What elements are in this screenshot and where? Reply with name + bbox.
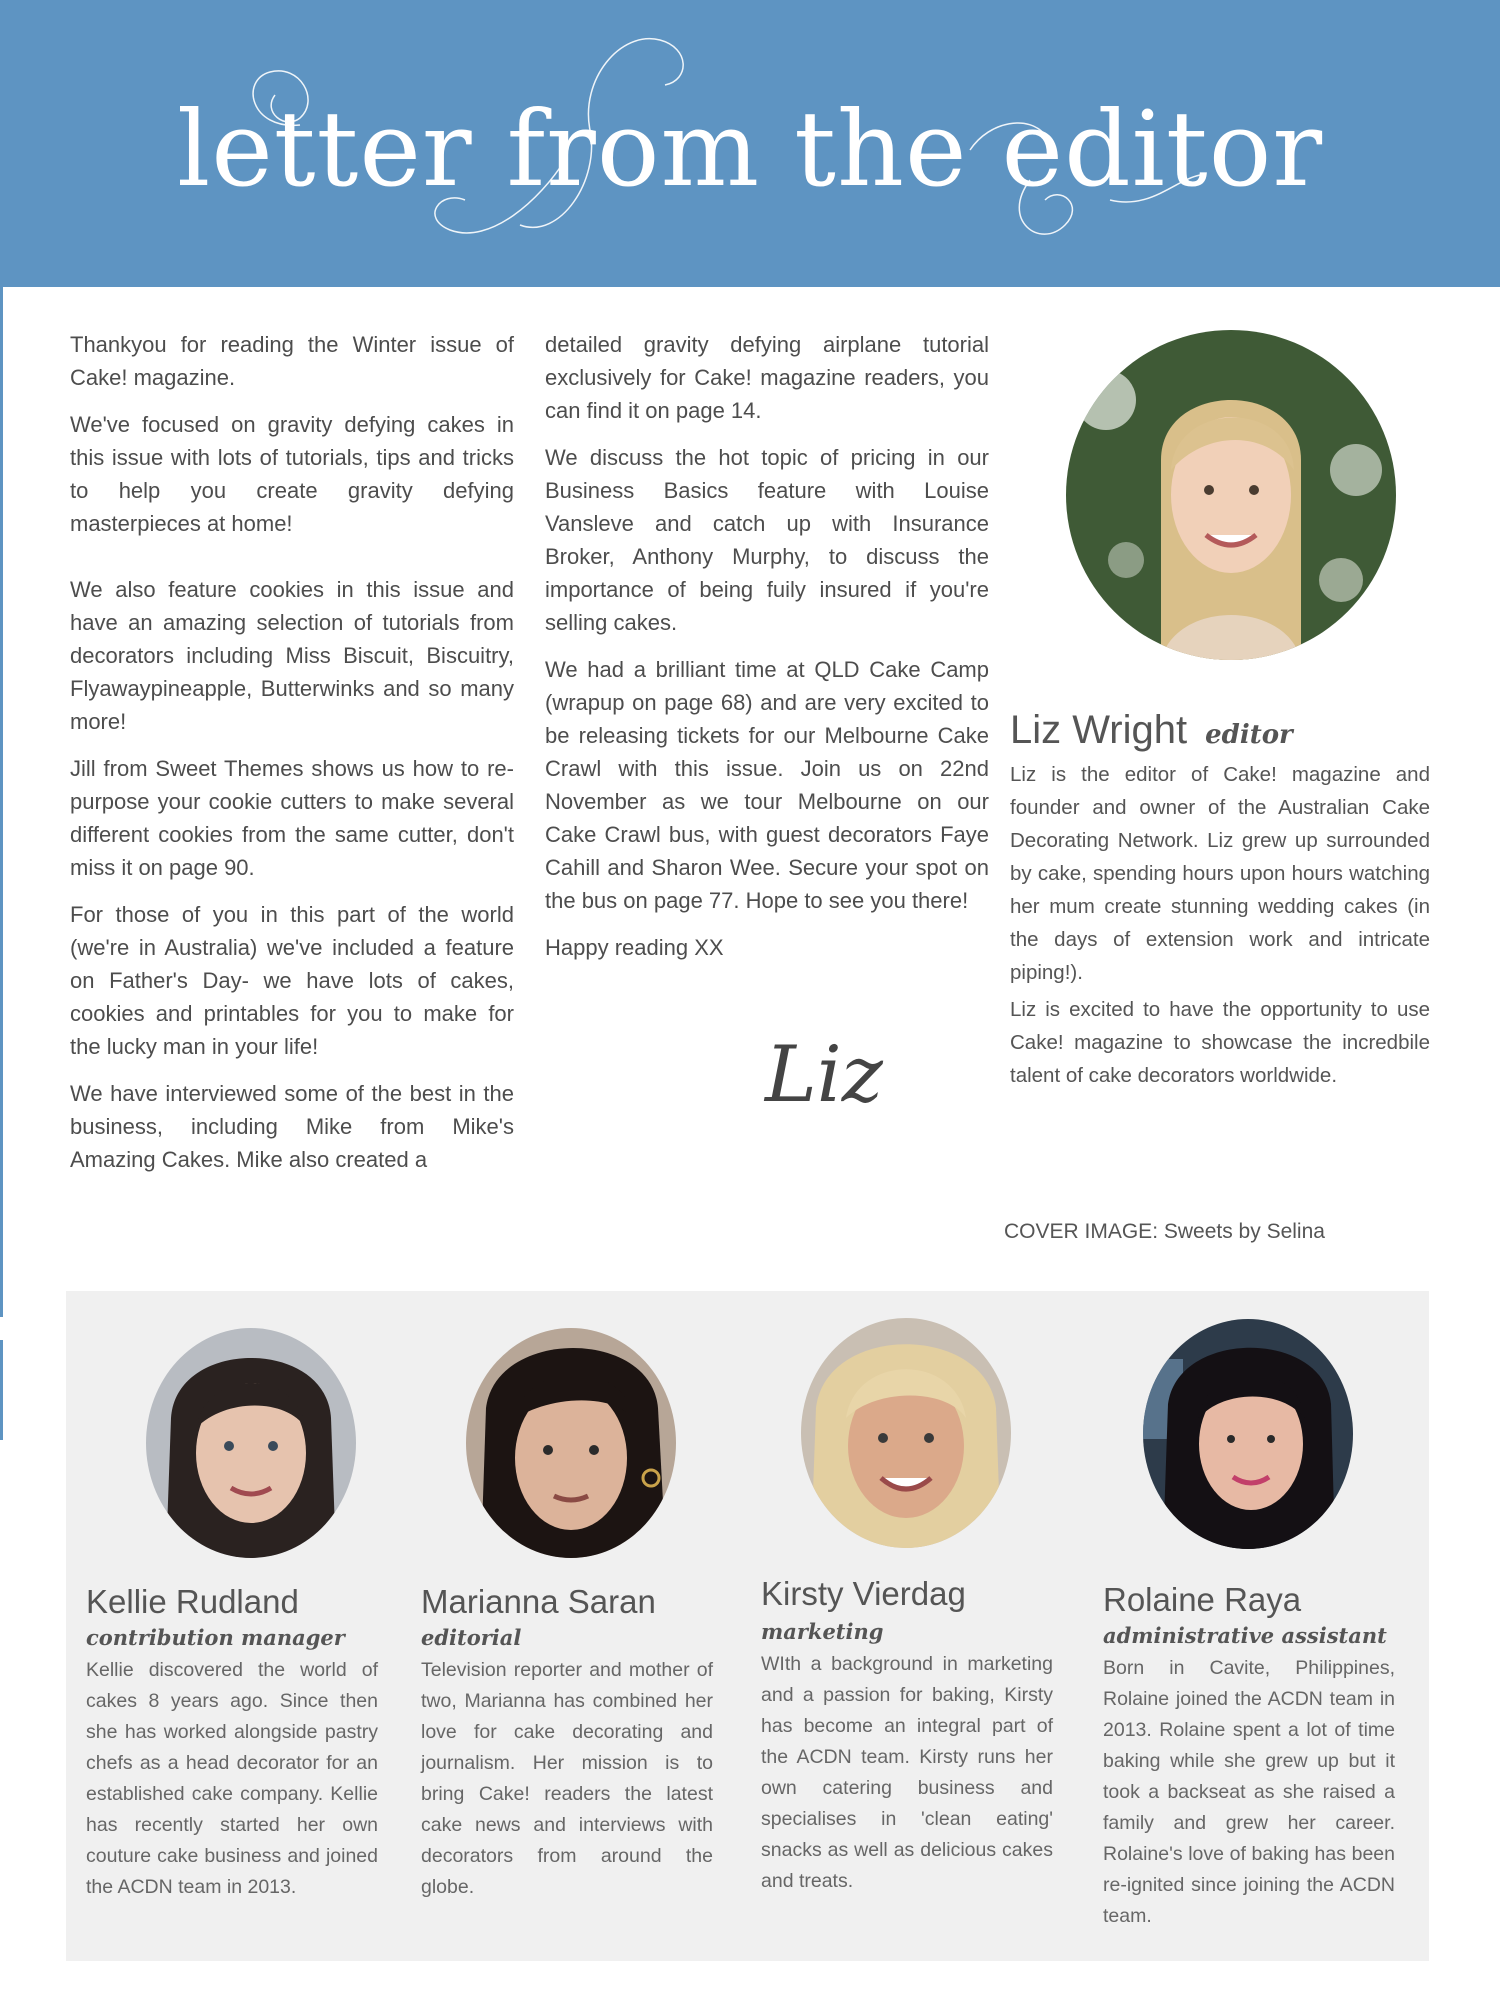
member-bio: Born in Cavite, Philippines, Rolaine joined the ACDN team in 2013. Rolaine spent a lot of time baking while she grew up but it took a backseat as she raised a family and grew her career. Rolaine's love of baking has been re-ignited since joining the ACDN team. <box>1103 1657 1395 1927</box>
member-photo <box>801 1318 1011 1548</box>
paragraph: We have interviewed some of the best in the business, including Mike from Mike's Amazing Cakes. Mike also created a <box>70 1081 514 1172</box>
member-photo <box>146 1328 356 1558</box>
member-photo <box>466 1328 676 1558</box>
letter-column-1 <box>70 328 514 1190</box>
edge-accent <box>0 1340 3 1440</box>
member-name: Kellie Rudland <box>86 1583 299 1620</box>
member-role: marketing <box>761 1619 884 1644</box>
member-bio: WIth a background in marketing and a passion for baking, Kirsty has become an integral part of the ACDN team. Kirsty runs her own catering business and specialises in 'clean eating' snacks as well as delicious cakes and treats. <box>761 1653 1053 1892</box>
paragraph: Jill from Sweet Themes shows us how to re-purpose your cookie cutters to make several different cookies from the same cutter, don't miss it on page 90. <box>70 756 514 880</box>
paragraph: Happy reading XX <box>545 935 724 960</box>
paragraph: We also feature cookies in this issue and have an amazing selection of tutorials from decorators including Miss Biscuit, Biscuitry, Flyawaypineapple, Butterwinks and so many more! <box>70 577 514 734</box>
page-title: letter from the editor <box>176 88 1324 210</box>
member-role: contribution manager <box>86 1625 345 1650</box>
cover-credit: COVER IMAGE: Sweets by Selina <box>1004 1220 1325 1243</box>
editor-bio <box>1010 758 1430 1096</box>
edge-accent <box>0 287 3 1317</box>
member-role: administrative assistant <box>1103 1623 1387 1648</box>
paragraph: Liz is the editor of Cake! magazine and founder and owner of the Australian Cake Decorating Network. Liz grew up surrounded by cake, spending hours upon hours watching her mum create stunning wedding cakes (in the days of extension work and intricate piping!). <box>1010 763 1430 984</box>
paragraph: We discuss the hot topic of pricing in our Business Basics feature with Louise Vansleve and catch up with Insurance Broker, Anthony Murphy, to discuss the importance of being fuily insured if you're selling cakes. <box>545 445 989 635</box>
member-photo <box>1143 1319 1353 1549</box>
paragraph: For those of you in this part of the world (we're in Australia) we've included a feature on Father's Day- we have lots of cakes, cookies and printables for you to make for the lucky man in your life! <box>70 902 514 1059</box>
editor-heading <box>1010 708 1293 753</box>
editor-name: Liz Wright <box>1010 708 1188 752</box>
paragraph: Liz is excited to have the opportunity to use Cake! magazine to showcase the incredbile talent of cake decorators worldwide. <box>1010 998 1430 1087</box>
header-banner <box>0 0 1500 287</box>
team-panel <box>66 1291 1429 1961</box>
member-bio: Television reporter and mother of two, Marianna has combined her love for cake decorating and journalism. Her mission is to bring Cake! readers the latest cake news and interviews with decorators from around the globe. <box>421 1659 713 1898</box>
member-name: Rolaine Raya <box>1103 1581 1302 1618</box>
member-name: Marianna Saran <box>421 1583 656 1620</box>
member-role: editorial <box>421 1625 522 1650</box>
paragraph: We had a brilliant time at QLD Cake Camp (wrapup on page 68) and are very excited to be releasing tickets for our Melbourne Cake Crawl with this issue. Join us on 22nd November as we tour Melbourne on our Cake Crawl bus, with guest decorators Faye Cahill and Sharon Wee. Secure your spot on the bus on page 77. Hope to see you there! <box>545 657 989 913</box>
member-bio: Kellie discovered the world of cakes 8 years ago. Since then she has worked alongside pastry chefs as a head decorator for an established cake company. Kellie has recently started her own couture cake business and joined the ACDN team in 2013. <box>86 1659 378 1898</box>
paragraph: detailed gravity defying airplane tutorial exclusively for Cake! magazine readers, you can find it on page 14. <box>545 332 989 423</box>
editor-role: editor <box>1205 720 1293 750</box>
signature: Liz <box>765 1030 883 1120</box>
member-name: Kirsty Vierdag <box>761 1575 966 1612</box>
paragraph: We've focused on gravity defying cakes in this issue with lots of tutorials, tips and tricks to help you create gravity defying masterpieces at home! <box>70 412 514 536</box>
letter-column-2 <box>545 328 989 978</box>
paragraph: Thankyou for reading the Winter issue of Cake! magazine. <box>70 332 514 390</box>
editor-photo <box>1066 330 1396 660</box>
